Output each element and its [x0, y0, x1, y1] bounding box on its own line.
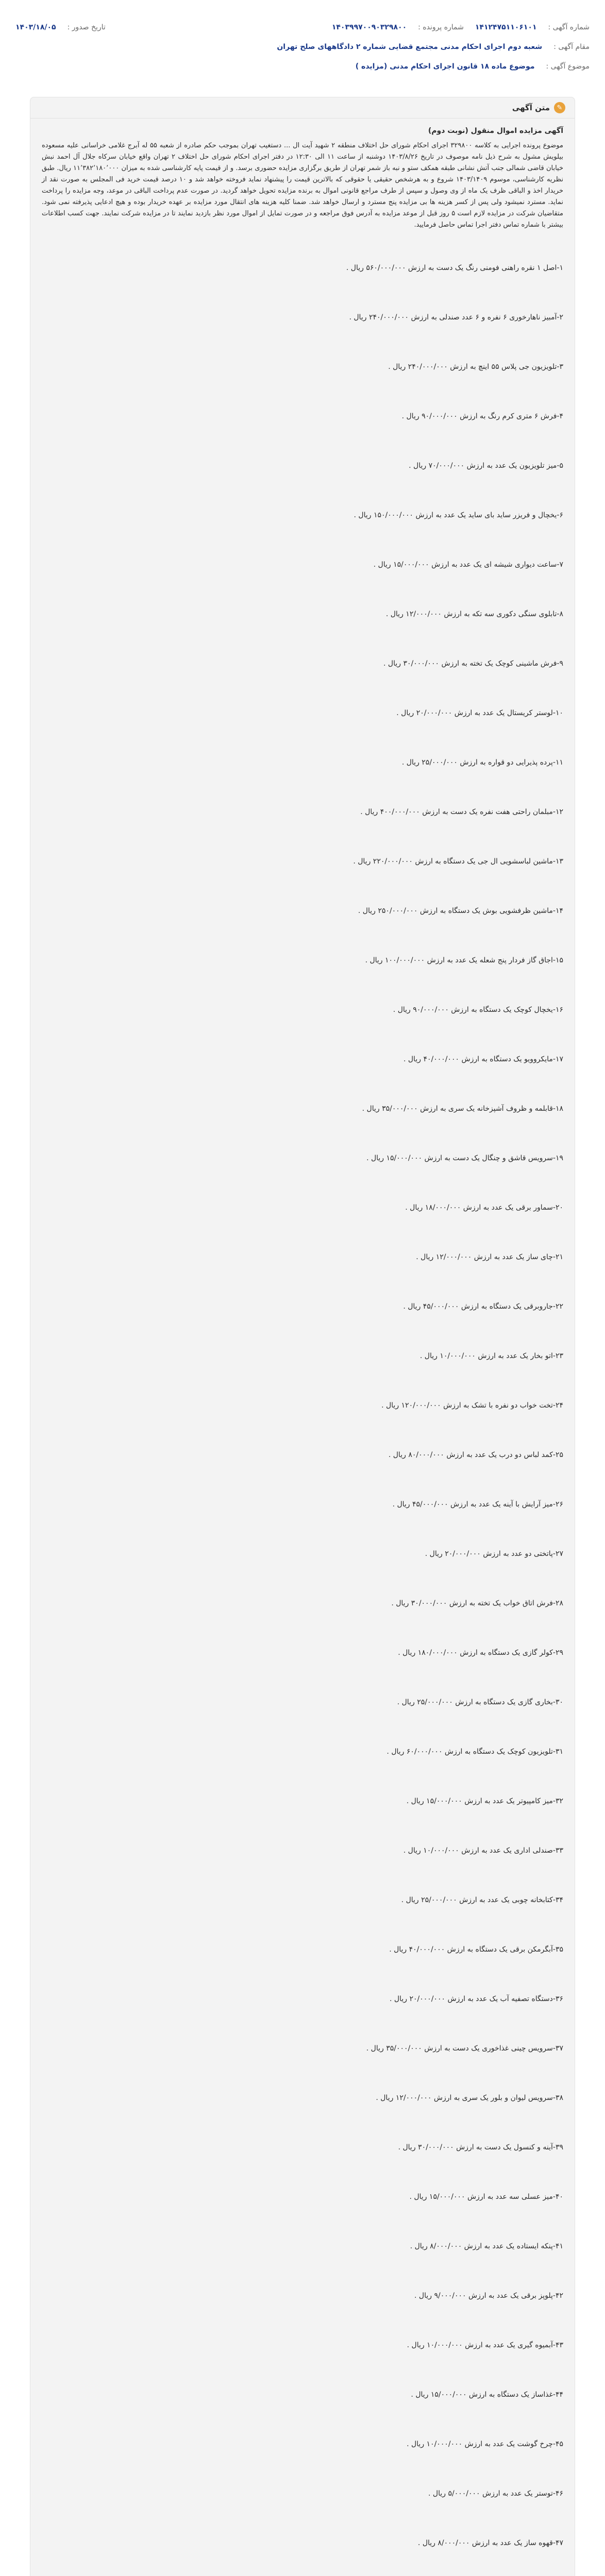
auction-item: ۳۷-سرویس چینی غذاخوری یک دست به ارزش ۳۵/۰۰۰/۰۰۰ ریال .: [366, 2044, 563, 2053]
auction-item: ۴۴-غذاساز یک دستگاه به ارزش ۱۵/۰۰۰/۰۰۰ ریال .: [411, 2391, 563, 2399]
meta-row-authority: [15, 37, 590, 57]
file-number-value: ۱۴۰۳۹۹۷۰۰۹۰۳۲۹۸۰۰: [331, 23, 407, 31]
auction-item: ۳۴-کتابخانه چوبی یک عدد به ارزش ۲۵/۰۰۰/۰۰۰ ریال .: [401, 1896, 563, 1904]
notice-title: آگهی مزایده اموال منقول (نوبت دوم): [428, 127, 563, 135]
subject-value: موضوع ماده ۱۸ قانون اجرای احکام مدنی (مزایده ): [355, 62, 535, 71]
auction-item: ۴۲-پلوپز برقی یک عدد به ارزش ۹/۰۰۰/۰۰۰ ریال .: [414, 2292, 563, 2300]
auction-item: ۲۶-میز آرایش با آینه یک عدد به ارزش ۴۵/۰۰۰/۰۰۰ ریال .: [392, 1500, 563, 1509]
auction-item: ۳۲-میز کامپیوتر یک عدد به ارزش ۱۵/۰۰۰/۰۰۰ ریال .: [406, 1797, 563, 1805]
meta-row-numbers: [15, 18, 590, 37]
auction-item: ۱۲-مبلمان راحتی هفت نفره یک دست به ارزش ۴۰۰/۰۰۰/۰۰۰ ریال .: [360, 808, 563, 816]
auction-item: ۴۷-قهوه ساز یک عدد به ارزش ۸/۰۰۰/۰۰۰ ریال .: [417, 2539, 563, 2547]
auction-item: ۲-آمبیز ناهارخوری ۶ نفره و ۶ عدد صندلی به ارزش ۲۴۰/۰۰۰/۰۰۰ ریال .: [349, 313, 563, 321]
auction-item: ۳۵-آبگرمکن برقی یک دستگاه به ارزش ۴۰/۰۰۰/۰۰۰ ریال .: [389, 1945, 563, 1954]
auction-item: ۲۷-پاتختی دو عدد به ارزش ۲۰/۰۰۰/۰۰۰ ریال .: [425, 1550, 563, 1558]
document-icon: ✎: [554, 102, 565, 113]
auction-item: ۱۱-پرده پذیرایی دو قواره به ارزش ۲۵/۰۰۰/۰۰۰ ریال .: [401, 758, 563, 767]
notice-text-card: [30, 97, 575, 2576]
auction-item: ۱۹-سرویس قاشق و چنگال یک دست به ارزش ۱۵/۰۰۰/۰۰۰ ریال .: [366, 1154, 563, 1162]
auction-item: ۱۳-ماشین لباسشویی ال جی یک دستگاه به ارزش ۲۲۰/۰۰۰/۰۰۰ ریال .: [353, 857, 563, 866]
auction-item: ۲۴-تخت خواب دو نفره با تشک به ارزش ۱۲۰/۰۰۰/۰۰۰ ریال .: [381, 1401, 563, 1410]
auction-item: ۱۸-قابلمه و ظروف آشپزخانه یک سری به ارزش ۳۵/۰۰۰/۰۰۰ ریال .: [362, 1105, 563, 1113]
auction-item: ۴۳-آبمیوه گیری یک عدد به ارزش ۱۰/۰۰۰/۰۰۰ ریال .: [407, 2341, 563, 2349]
auction-item: [42, 2568, 563, 2576]
auction-item: ۱۵-اجاق گاز فردار پنج شعله یک عدد به ارزش ۱۰۰/۰۰۰/۰۰۰ ریال .: [365, 956, 563, 964]
notice-paragraph: موضوع پرونده اجرایی به کلاسه ۳۲۹۸۰۰ اجرای احکام شورای حل اختلاف منطقه ۲ شهید آیت ال ... دستغیب تهران بموجب حکم صادره از شعبه ۵۵ له آبرج غلامی خراسانی علیه مسعوده بیلویش مشول به شرح ذیل نامه موصوف در تاریخ ۱۴۰۳/۸/۲۶ دوشنبه از ساعت ۱۱ الی ۱۲:۳۰ در دفتر اجرای احکام شورای حل اختلاف ۲ تهران واقع خیابان سرکاه جلال آل احمد نبش خیابان قاضی شمالی جنب آتش نشانی طبقه همکف ستو و نبه باز شمر تهران از طریق برگزاری مزایده حضوری برسد. و از قیمت پایه کارشناسی شده به میزان ۱۱٬۳۸۲٬۱۸۰٬۰۰۰ ریال. طبق نظریه کارشناسی، موسوم ۱۴۰۳/۱۴۰۹ شروع و به هرشخص حقیقی یا حقوقی که بالاترین قیمت را پیشنهاد نماید فروخته خواهد شد و ۱۰ درصد قیمت خرید فی المجلس به صورت نقد از خریدار اخذ و الباقی ظرف یک ماه از وی وصول و سپس از طرف مراجع قانونی اموال به برنده مزایده تحویل خواهد گردید. در صورت عدم پرداخت الباقی در موعد، وجه مزایده را پرداخت نماید. مسترد نمیشود ولی پس از کسر هزینه ها بی مزایده پنج مسترد و ارسال خواهد شد. ضمنا کلیه هزینه های انتقال مورد مزایده بر عهده خریدار بوده و هیچ ادعایی پذیرفته نمی شود. متقاضیان شرکت در مزایده لازم است ۵ روز قبل از موعد مزایده به آدرس فوق مراجعه و در صورت تمایل از اموال مورد نظر بازدید نمایند تا در مزایده شرکت نمایند. جهت کسب اطلاعات بیشتر با شماره تماس دفتر اجرا تماس حاصل فرمایید.: [42, 142, 564, 229]
card-body: [30, 118, 575, 2576]
auction-item: ۷-ساعت دیواری شیشه ای یک عدد به ارزش ۱۵/۰۰۰/۰۰۰ ریال .: [373, 561, 563, 569]
card-header: [30, 97, 575, 118]
auction-item: ۴۵-چرخ گوشت یک عدد به ارزش ۱۰/۰۰۰/۰۰۰ ریال .: [407, 2440, 563, 2448]
auction-item: ۳۱-تلویزیون کوچک یک دستگاه به ارزش ۶۰/۰۰۰/۰۰۰ ریال .: [386, 1748, 563, 1756]
auction-item: ۱-اصل ۱ نقره راهنی فومنی رنگ یک دست به ارزش ۵۶۰/۰۰۰/۰۰۰ ریال .: [346, 264, 563, 272]
auction-items-list: [42, 243, 563, 2576]
auction-item: ۴۱-پنکه ایستاده یک عدد به ارزش ۸/۰۰۰/۰۰۰ ریال .: [410, 2242, 563, 2250]
auction-item: ۳۸-سرویس لیوان و بلور یک سری به ارزش ۱۲/۰۰۰/۰۰۰ ریال .: [376, 2094, 563, 2102]
auction-item: ۳۹-آینه و کنسول یک دست به ارزش ۳۰/۰۰۰/۰۰۰ ریال .: [398, 2143, 563, 2151]
auction-item: ۲۱-چای ساز یک عدد به ارزش ۱۲/۰۰۰/۰۰۰ ریال .: [416, 1253, 563, 1261]
auction-item: ۴۶-توستر یک عدد به ارزش ۵/۰۰۰/۰۰۰ ریال .: [428, 2489, 563, 2498]
subject-label: موضوع آگهی :: [546, 62, 590, 71]
notice-number-value: ۱۴۱۲۴۷۵۱۱۰۶۱۰۱: [475, 23, 537, 31]
auction-item: ۱۰-لوستر کریستال یک عدد به ارزش ۲۰/۰۰۰/۰۰۰ ریال .: [396, 709, 563, 717]
auction-item: ۹-فرش ماشینی کوچک یک تخته به ارزش ۳۰/۰۰۰/۰۰۰ ریال .: [383, 659, 563, 668]
auction-item: ۲۵-کمد لباس دو درب یک عدد به ارزش ۸۰/۰۰۰/۰۰۰ ریال .: [388, 1451, 563, 1459]
auction-item: ۲۹-کولر گازی یک دستگاه به ارزش ۱۸۰/۰۰۰/۰۰۰ ریال .: [398, 1649, 563, 1657]
publish-date-label: تاریخ صدور :: [67, 23, 106, 31]
publish-date-value: ۱۴۰۳/۱۸/۰۵: [15, 23, 56, 31]
auction-item: ۱۴-ماشین ظرفشویی بوش یک دستگاه به ارزش ۲۵۰/۰۰۰/۰۰۰ ریال .: [358, 907, 563, 915]
notice-meta: [15, 18, 590, 84]
auction-item: ۳۶-دستگاه تصفیه آب یک عدد به ارزش ۲۰/۰۰۰/۰۰۰ ریال .: [389, 1995, 563, 2003]
auction-item: ۲۸-فرش اتاق خواب یک تخته به ارزش ۳۰/۰۰۰/۰۰۰ ریال .: [391, 1599, 563, 1607]
authority-label: مقام آگهی :: [553, 43, 590, 51]
auction-item: ۱۷-مایکروویو یک دستگاه به ارزش ۴۰/۰۰۰/۰۰۰ ریال .: [403, 1055, 563, 1063]
meta-row-subject: [15, 57, 590, 76]
auction-item: ۲۳-اتو بخار یک عدد به ارزش ۱۰/۰۰۰/۰۰۰ ریال .: [419, 1352, 563, 1360]
auction-item: ۲۰-سماور برقی یک عدد به ارزش ۱۸/۰۰۰/۰۰۰ ریال .: [405, 1204, 563, 1212]
auction-item: ۲۲-جاروبرقی یک دستگاه به ارزش ۴۵/۰۰۰/۰۰۰ ریال .: [403, 1302, 563, 1311]
notice-number-label: شماره آگهی :: [548, 23, 590, 31]
authority-value: شعبه دوم اجرای احکام مدنی مجتمع قضایی شماره ۲ دادگاههای صلح تهران: [277, 43, 543, 51]
auction-item: ۳۳-صندلی اداری یک عدد به ارزش ۱۰/۰۰۰/۰۰۰ ریال .: [403, 1846, 563, 1855]
auction-item: ۴۰-میز عسلی سه عدد به ارزش ۱۵/۰۰۰/۰۰۰ ریال .: [409, 2193, 563, 2201]
file-number-label: شماره پرونده :: [418, 23, 464, 31]
auction-item: ۳-تلویزیون جی پلاس ۵۵ اینچ به ارزش ۲۴۰/۰۰۰/۰۰۰ ریال .: [388, 363, 563, 371]
auction-item: ۱۶-یخچال کوچک یک دستگاه به ارزش ۹۰/۰۰۰/۰۰۰ ریال .: [393, 1006, 563, 1014]
auction-item: ۳۰-بخاری گازی یک دستگاه به ارزش ۲۵/۰۰۰/۰۰۰ ریال .: [397, 1698, 563, 1706]
auction-item: ۶-یخچال و فریزر ساید بای ساید یک عدد به ارزش ۱۵۰/۰۰۰/۰۰۰ ریال .: [354, 511, 563, 519]
card-title: متن آگهی: [512, 103, 550, 112]
auction-item: ۵-میز تلویزیون یک عدد به ارزش ۷۰/۰۰۰/۰۰۰ ریال .: [409, 462, 563, 470]
auction-item: ۴-فرش ۶ متری کرم رنگ به ارزش ۹۰/۰۰۰/۰۰۰ ریال .: [401, 412, 563, 420]
auction-item: ۸-تابلوی سنگی دکوری سه تکه به ارزش ۱۲/۰۰۰/۰۰۰ ریال .: [385, 610, 563, 618]
